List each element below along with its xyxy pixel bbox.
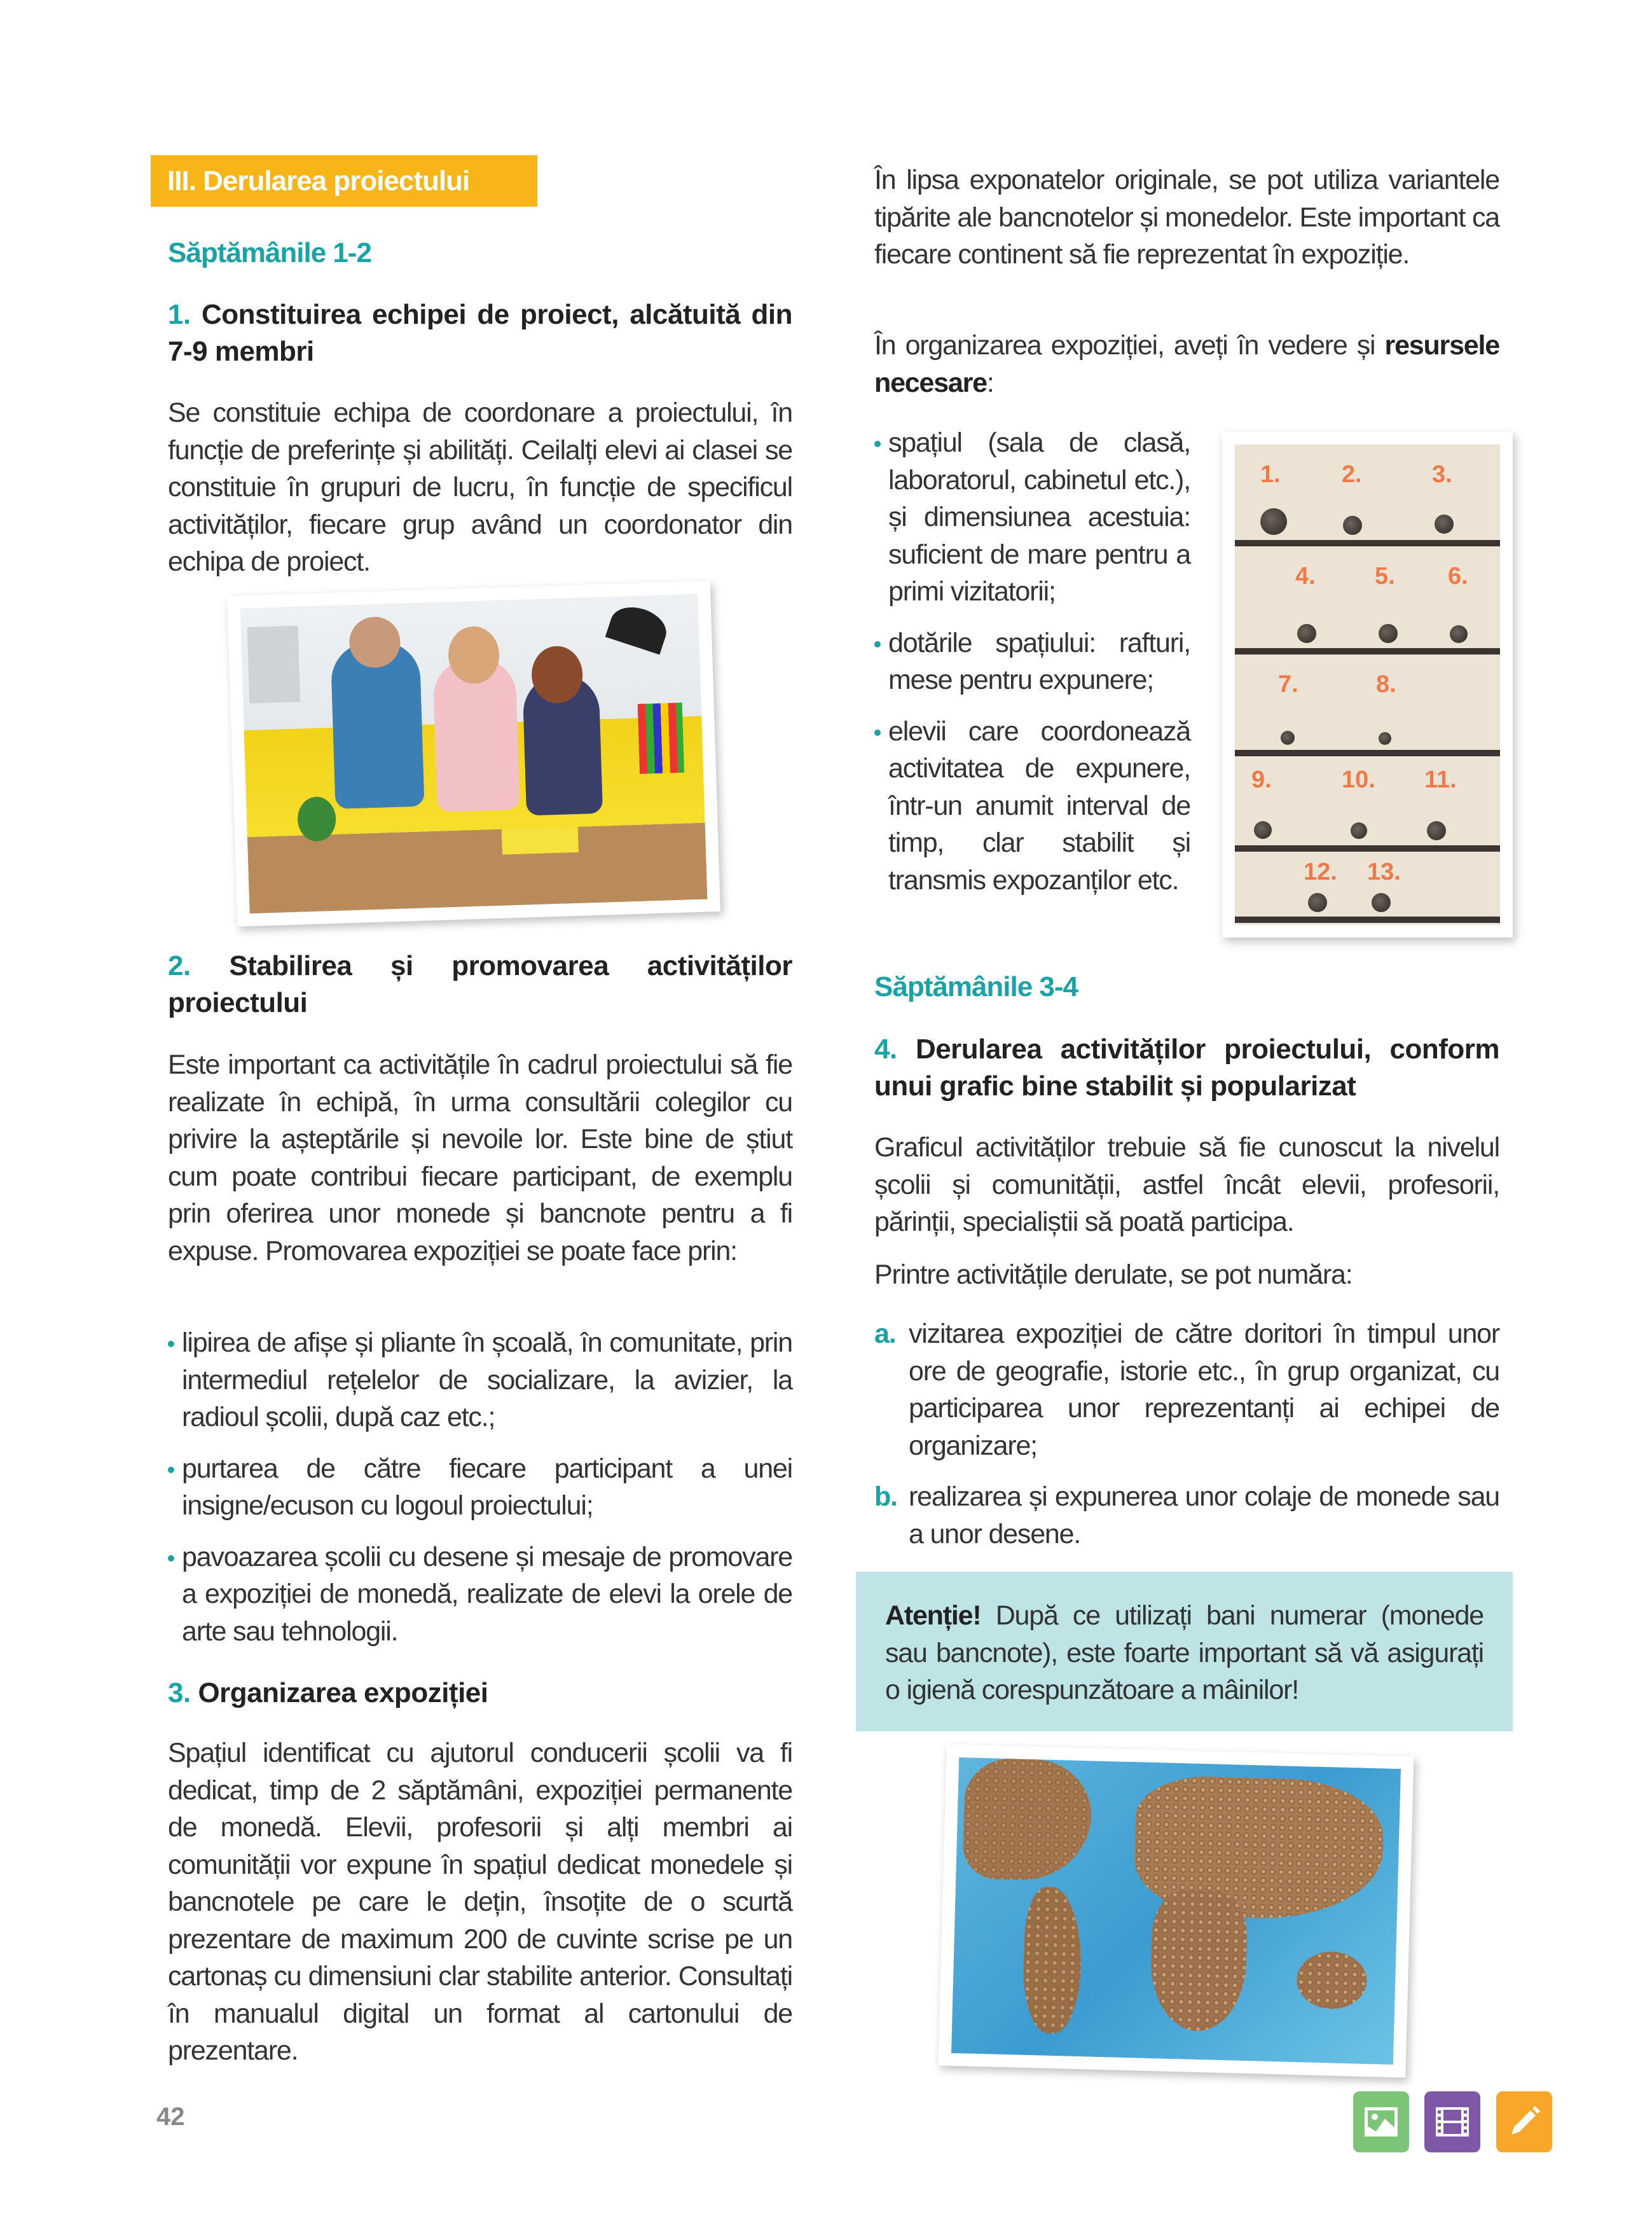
attention-text: După ce utilizați bani numerar (monede sau bancnote), este foarte important să vă asigurați o igienă corespunzătoare a mâinilor! <box>885 1600 1483 1705</box>
coin-world-map-photo <box>939 1744 1414 2077</box>
resources-intro: În organizarea expoziției, aveți în vedere și <box>874 330 1385 361</box>
list-item <box>874 1315 1499 1464</box>
coin-icon <box>1308 893 1327 912</box>
image-button[interactable] <box>1353 2091 1409 2152</box>
coin-label: 8. <box>1376 671 1396 698</box>
step-number: 1. <box>168 299 191 330</box>
resources-bold: resursele necesare <box>874 330 1499 398</box>
shelf <box>1235 750 1500 756</box>
coin-icon <box>1343 516 1362 535</box>
list-item: pavoazarea școlii cu desene și mesaje de promovare a expoziției de monedă, realizate de elevi la orele de arte sau tehnologii. <box>168 1539 792 1651</box>
coin-icon <box>1435 515 1454 534</box>
heading-step-3 <box>168 1675 792 1712</box>
coin-icon <box>1297 624 1316 643</box>
heading-step-2 <box>168 948 792 1021</box>
heading-step-1 <box>168 296 792 370</box>
coin-icon <box>1450 625 1468 643</box>
coin-label: 2. <box>1342 461 1362 488</box>
item-letter: b. <box>874 1481 897 1512</box>
coin-icon <box>1427 821 1446 840</box>
coin-label: 7. <box>1278 671 1298 698</box>
step-number: 3. <box>168 1677 191 1708</box>
step-title: Stabilirea și promovarea activităților proiectului <box>168 950 793 1018</box>
shelf <box>1235 845 1500 852</box>
activities-list <box>874 1315 1499 1567</box>
video-icon <box>1436 2107 1469 2136</box>
step-number: 2. <box>168 950 191 981</box>
coin-icon <box>1260 508 1287 535</box>
week-heading-3-4: Săptămânile 3-4 <box>874 971 1078 1002</box>
video-button[interactable] <box>1424 2091 1480 2152</box>
shelf <box>1235 917 1500 923</box>
image-icon <box>1365 2107 1398 2136</box>
coin-label: 1. <box>1260 461 1281 488</box>
students-photo <box>227 581 720 927</box>
coin-label: 6. <box>1448 563 1468 590</box>
resources-list <box>874 424 1190 913</box>
coin-label: 5. <box>1375 563 1395 590</box>
attention-box <box>856 1572 1513 1731</box>
list-item: purtarea de către fiecare participant a unei insigne/ecuson cu logoul proiectului; <box>168 1450 792 1525</box>
coin-icon <box>1254 821 1272 839</box>
paragraph-promotion: Este important ca activitățile în cadrul proiectului să fie realizate în echipă, în urma consultării colegilor cu privire la așteptările și nevoile lor. Este bine de știut cum poate contribui fiecare participant, de exemplu prin oferirea unor monede și bancnote pentru a fi expuse. Promovarea expoziției se poate face prin: <box>168 1049 792 1266</box>
paragraph-resources <box>874 327 1499 401</box>
step-number: 4. <box>874 1034 897 1065</box>
attention-label: Atenție! <box>885 1600 981 1631</box>
item-text: realizarea și expunerea unor colaje de monede sau a unor desene. <box>909 1481 1499 1549</box>
list-item: spațiul (sala de clasă, laboratorul, cabinetul etc.), și dimensiunea acestuia: suficient de mare pentru a primi vizitatorii; <box>874 424 1190 611</box>
item-letter: a. <box>874 1319 896 1349</box>
coin-label: 3. <box>1432 461 1452 488</box>
coin-shelf-photo <box>1222 432 1513 938</box>
coin-label: 10. <box>1342 766 1375 793</box>
item-text: vizitarea expoziției de către doritori în timpul unor ore de geografie, istorie etc., în grup organizat, cu participarea unor reprezentanți ai echipei de organizare; <box>909 1319 1499 1461</box>
coin-icon <box>1372 893 1391 912</box>
list-item <box>874 1478 1499 1553</box>
page-number: 42 <box>156 2103 185 2131</box>
step-title: Organizarea expoziției <box>198 1677 488 1708</box>
shelf <box>1235 540 1500 546</box>
shelf <box>1235 648 1500 654</box>
section-banner: III. Derularea proiectului <box>151 155 537 207</box>
paragraph-activities-intro: Printre activitățile derulate, se pot număra: <box>874 1259 1353 1290</box>
promotion-list <box>168 1324 792 1664</box>
list-item: dotările spațiului: rafturi, mese pentru expunere; <box>874 625 1190 699</box>
coin-icon <box>1281 731 1295 745</box>
week-heading-1-2: Săptămânile 1-2 <box>168 237 372 268</box>
step-title: Constituirea echipei de proiect, alcătuită din 7-9 membri <box>168 299 792 367</box>
pencil-button[interactable] <box>1496 2091 1552 2152</box>
resources-colon: : <box>986 367 994 398</box>
coin-icon <box>1379 624 1398 643</box>
paragraph-schedule: Graficul activităților trebuie să fie cunoscut la nivelul școlii și comunității, astfel încât elevii, profesorii, părinții, specialiștii să poată participa. <box>874 1132 1499 1237</box>
heading-step-4 <box>874 1031 1499 1105</box>
coin-icon <box>1351 822 1367 839</box>
coin-label: 11. <box>1424 766 1457 793</box>
coin-label: 13. <box>1367 859 1401 885</box>
step-title: Derularea activităților proiectului, conform unui grafic bine stabilit și popularizat <box>874 1034 1499 1102</box>
pencil-icon <box>1508 2105 1541 2138</box>
paragraph-printed-variants: În lipsa exponatelor originale, se pot utiliza variantele tipărite ale bancnotelor și monedelor. Este important ca fiecare continent să fie reprezentat în expoziție. <box>874 165 1499 270</box>
list-item: elevii care coordonează activitatea de expunere, într-un anumit interval de timp, clar stabilit și transmis expozanților etc. <box>874 713 1190 899</box>
paragraph-team: Se constituie echipa de coordonare a proiectului, în funcție de preferințe și abilități. Ceilalți elevi ai clasei se constituie în grupuri de lucru, în funcție de specificul activităților, fiecare grup având un coordonator din echipa de proiect. <box>168 398 792 577</box>
coin-icon <box>1379 732 1391 745</box>
list-item: lipirea de afișe și pliante în școală, în comunitate, prin intermediul rețelelor de socializare, la avizier, la radioul școlii, după caz etc.; <box>168 1324 792 1436</box>
coin-label: 9. <box>1251 766 1272 793</box>
paragraph-organization: Spațiul identificat cu ajutorul conducerii școlii va fi dedicat, timp de 2 săptămâni, expoziției permanente de monedă. Elevii, profesorii și alți membri ai comunității vor expune în spațiul dedicat monedele și bancnotele pe care le dețin, însoțite de o scurtă prezentare de maximum 200 de cuvinte scrise pe un cartonaș cu dimensiuni clar stabilite anterior. Consultați în manualul digital un format al cartonului de prezentare. <box>168 1738 792 2066</box>
coin-label: 4. <box>1295 563 1316 590</box>
coin-label: 12. <box>1304 859 1337 885</box>
